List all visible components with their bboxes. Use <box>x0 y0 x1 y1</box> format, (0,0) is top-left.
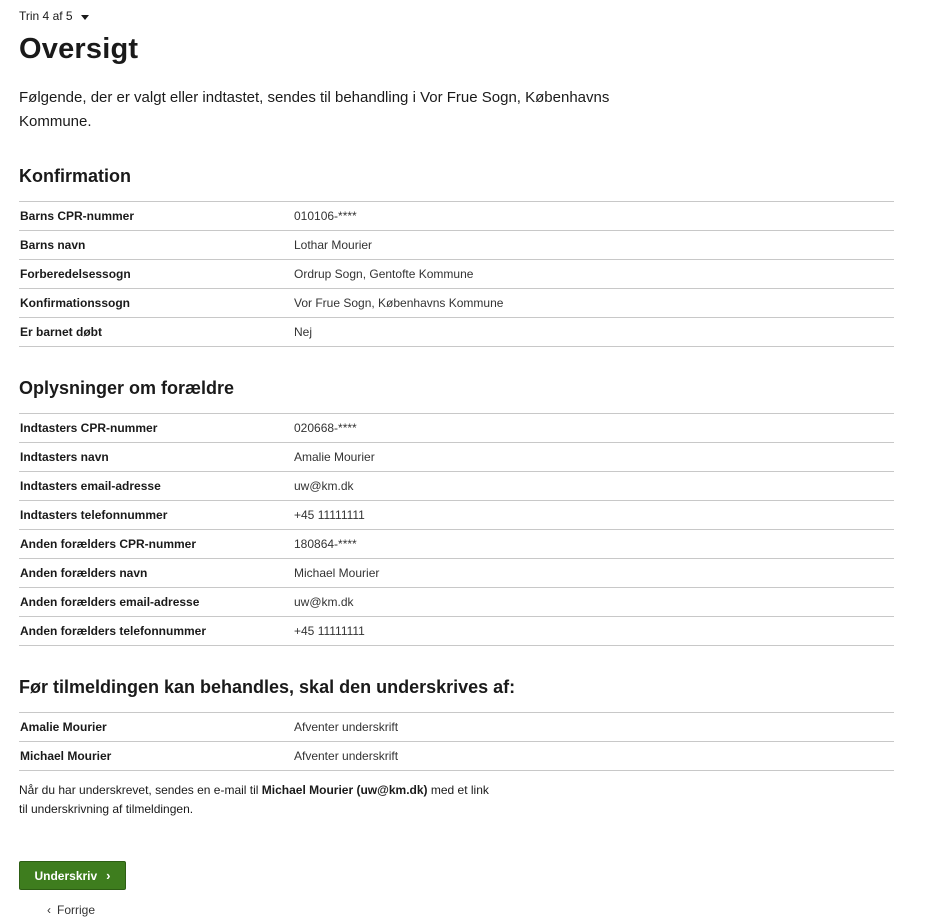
section-title-konfirmation: Konfirmation <box>19 166 131 186</box>
row-label: Anden forælders telefonnummer <box>20 624 207 638</box>
row-value: Afventer underskrift <box>294 720 399 734</box>
chevron-right-icon: › <box>106 868 111 883</box>
row-value: +45 11111111 <box>294 508 365 522</box>
row-value: 010106-**** <box>294 209 357 223</box>
table-row <box>19 443 894 472</box>
row-value: 180864-**** <box>294 537 357 551</box>
table-row <box>19 414 894 443</box>
table-row <box>19 260 894 289</box>
section-title-foraeldre: Oplysninger om forældre <box>19 378 235 398</box>
row-label: Konfirmationssogn <box>20 296 130 310</box>
row-value: Michael Mourier <box>294 566 380 580</box>
table-konfirmation <box>19 201 894 347</box>
previous-label: Forrige <box>57 903 96 917</box>
table-row <box>19 231 894 260</box>
signing-note <box>19 781 519 819</box>
row-label: Anden forælders email-adresse <box>20 595 200 609</box>
sign-button-label: Underskriv <box>34 868 98 883</box>
note-suffix: med et link <box>427 783 489 797</box>
page-title: Oversigt <box>19 33 139 65</box>
step-label: Trin 4 af 5 <box>19 9 73 23</box>
note-recipient: Michael Mourier (uw@km.dk) <box>261 783 428 797</box>
row-value: Amalie Mourier <box>294 450 375 464</box>
row-value: 020668-**** <box>294 421 357 435</box>
table-row <box>19 713 894 742</box>
row-value: +45 11111111 <box>294 624 365 638</box>
step-selector[interactable] <box>19 9 89 23</box>
row-value: Afventer underskrift <box>294 749 399 763</box>
table-row <box>19 530 894 559</box>
table-underskrift <box>19 712 894 771</box>
row-label: Barns CPR-nummer <box>20 209 135 223</box>
row-label: Indtasters navn <box>20 450 109 464</box>
row-label: Barns navn <box>20 238 86 252</box>
row-label: Forberedelsessogn <box>20 267 131 281</box>
note-prefix: Når du har underskrevet, sendes en e-mail til <box>19 783 262 797</box>
row-label: Amalie Mourier <box>20 720 107 734</box>
note-line2: til underskrivning af tilmeldingen. <box>19 802 194 816</box>
chevron-left-icon: ‹ <box>47 903 51 917</box>
table-row <box>19 742 894 771</box>
section-title-underskrift: Før tilmeldingen kan behandles, skal den underskrives af: <box>19 677 516 697</box>
previous-link[interactable] <box>47 903 95 917</box>
table-row <box>19 501 894 530</box>
table-row <box>19 289 894 318</box>
table-foraeldre <box>19 413 894 646</box>
row-label: Er barnet døbt <box>20 325 103 339</box>
row-label: Indtasters CPR-nummer <box>20 421 158 435</box>
row-value: Vor Frue Sogn, Københavns Kommune <box>294 296 504 310</box>
row-value: uw@km.dk <box>294 479 354 493</box>
row-value: Nej <box>294 325 313 339</box>
row-label: Indtasters telefonnummer <box>20 508 168 522</box>
intro-text: Følgende, der er valgt eller indtastet, sendes til behandling i Vor Frue Sogn, Københavns Kommune. <box>19 89 610 130</box>
table-row <box>19 559 894 588</box>
caret-down-icon <box>81 15 89 20</box>
row-label: Indtasters email-adresse <box>20 479 161 493</box>
sign-button[interactable] <box>19 861 126 890</box>
table-row <box>19 617 894 646</box>
table-row <box>19 318 894 347</box>
table-row <box>19 588 894 617</box>
table-row <box>19 472 894 501</box>
row-label: Anden forælders navn <box>20 566 148 580</box>
table-row <box>19 202 894 231</box>
row-label: Michael Mourier <box>20 749 112 763</box>
row-label: Anden forælders CPR-nummer <box>20 537 197 551</box>
row-value: uw@km.dk <box>294 595 354 609</box>
row-value: Lothar Mourier <box>294 238 373 252</box>
row-value: Ordrup Sogn, Gentofte Kommune <box>294 267 474 281</box>
